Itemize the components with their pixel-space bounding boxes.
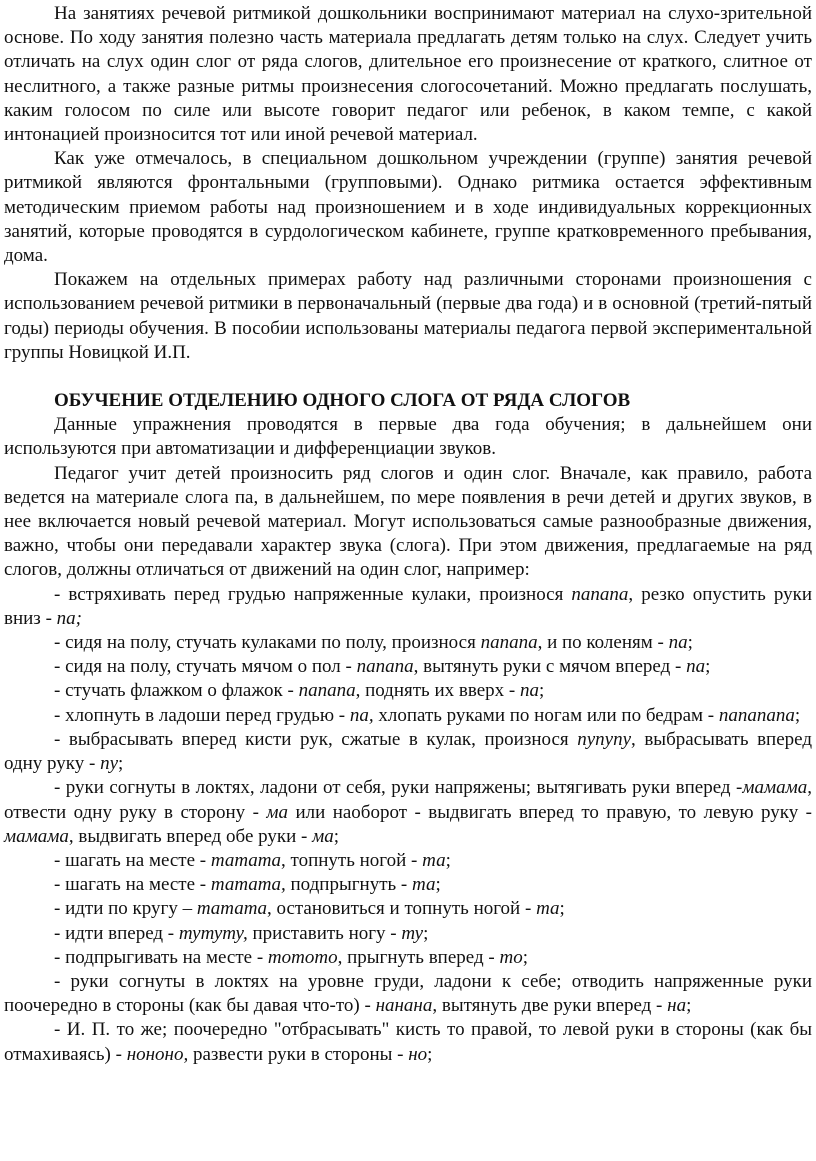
exercise-item: - выбрасывать вперед кисти рук, сжатые в кулак, произнося пупупу, выбрасывать вперед одну руку - пу;	[4, 728, 812, 775]
exercise-item: - руки согнуты в локтях на уровне груди, ладони к себе; отводить напряженные руки поочередно в стороны (как бы давая что-то) - нанана, вытянуть две руки вперед - на;	[4, 970, 812, 1017]
paragraph-section-method: Педагог учит детей произносить ряд слогов и один слог. Вначале, как правило, работа ведется на материале слога па, в дальнейшем, по мере появления в речи детей и других звуков, в нее включается новый речевой материал. Могут использоваться самые разнообразные движения, важно, чтобы они передавали характер звука (слога). При этом движения, предлагаемые на ряд слогов, должны отличаться от движений на один слог, например:	[4, 462, 812, 581]
section-heading: ОБУЧЕНИЕ ОТДЕЛЕНИЮ ОДНОГО СЛОГА ОТ РЯДА СЛОГОВ	[54, 390, 631, 412]
paragraph-intro: На занятиях речевой ритмикой дошкольники воспринимают материал на слухо-зрительной основе. По ходу занятия полезно часть материала предлагать детям только на слух. Следует учить отличать на слух один слог от ряда слогов, длительное его произнесение от краткого, слитное от неслитного, а также разные ритмы произнесения слогосочетаний. Можно предлагать послушать, каким голосом по силе или высоте говорит педагог или ребенок, в каком темпе, с какой интонацией произносится тот или иной речевой материал.	[4, 3, 812, 146]
exercise-item: - шагать на месте - тататa, топнуть ногой - та;	[54, 849, 451, 871]
exercise-item: - сидя на полу, стучать мячом о пол - папапа, вытянуть руки с мячом вперед - па;	[54, 656, 711, 678]
exercise-item: - встряхивать перед грудью напряженные кулаки, произнося папапа, резко опустить руки вниз - па;	[4, 583, 812, 629]
exercise-item: - сидя на полу, стучать кулаками по полу, произнося папапа, и по коленям - па;	[54, 632, 693, 654]
exercise-item: - И. П. то же; поочередно "отбрасывать" кисть то правой, то левой руки в стороны (как бы отмахиваясь) - нононо, развести руки в стороны - но;	[4, 1019, 812, 1065]
exercise-item: - идти по кругу – тататa, остановиться и топнуть ногой - та;	[54, 898, 565, 920]
paragraph-section-intro: Данные упражнения проводятся в первые два года обучения; в дальнейшем они используются при автоматизации и дифференциации звуков.	[4, 414, 812, 460]
exercise-item: - подпрыгивать на месте - тототo, прыгнуть вперед - то;	[54, 946, 528, 968]
exercise-item: - хлопнуть в ладоши перед грудью - па, хлопать руками по ногам или по бедрам - папапапа;	[54, 704, 801, 726]
exercise-item: - стучать флажком о флажок - папапа, поднять их вверх - па;	[54, 680, 545, 702]
exercise-item: - шагать на месте - тататa, подпрыгнуть - та;	[54, 874, 441, 896]
paragraph-frontal-lessons: Как уже отмечалось, в специальном дошкольном учреждении (группе) занятия речевой ритмикой являются фронтальными (групповыми). Однако ритмика остается эффективным методическим приемом работы над произношением и в ходе индивидуальных коррекционных занятий, которые проводятся в сурдологическом кабинете, группе кратковременного пребывания, дома.	[4, 148, 812, 267]
paragraph-examples: Покажем на отдельных примерах работу над различными сторонами произношения с использованием речевой ритмики в первоначальный (первые два года) и в основной (третий-пятый годы) периоды обучения. В пособии использованы материалы педагога первой экспериментальной группы Новицкой И.П.	[4, 269, 812, 363]
exercise-item: - руки согнуты в локтях, ладони от себя, руки напряжены; вытягивать руки вперед -мамама, отвести одну руку в сторону - ма или наоборот - выдвигать вперед то правую, то левую руку - мамама, выдвигать вперед обе руки - ма;	[4, 777, 812, 847]
exercise-item: - идти вперед - тутуту, приставить ногу - ту;	[54, 922, 429, 944]
